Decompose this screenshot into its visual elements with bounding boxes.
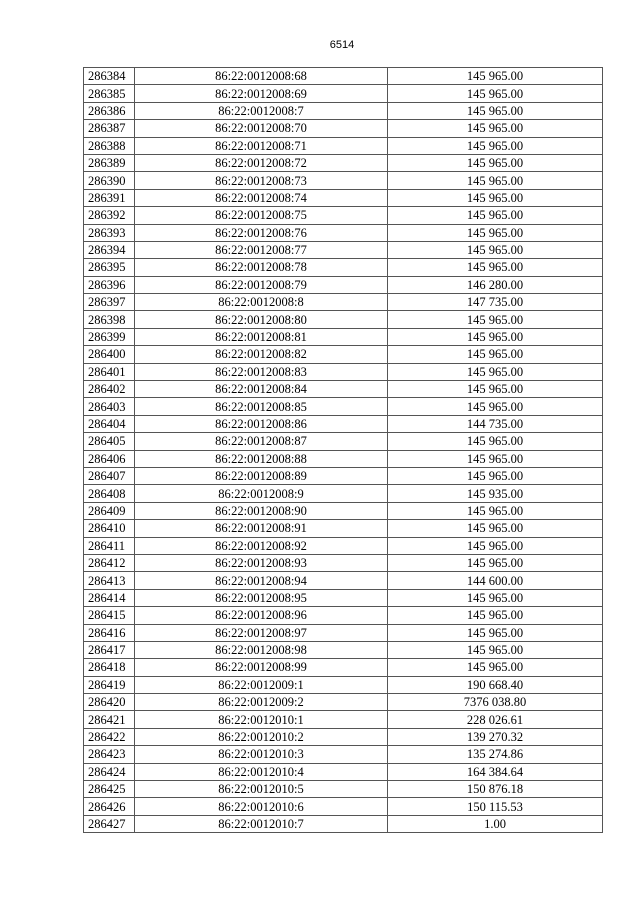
table-row bbox=[84, 798, 603, 815]
row-id-cell: 286395 bbox=[84, 259, 135, 276]
table-row bbox=[84, 224, 603, 241]
row-id-cell: 286398 bbox=[84, 311, 135, 328]
cadastral-value-cell: 145 965.00 bbox=[388, 381, 603, 398]
cadastral-number-cell: 86:22:0012008:89 bbox=[135, 467, 388, 484]
cadastral-value-cell: 145 965.00 bbox=[388, 241, 603, 258]
table-row bbox=[84, 207, 603, 224]
table-row bbox=[84, 276, 603, 293]
cadastral-number-cell: 86:22:0012009:2 bbox=[135, 694, 388, 711]
cadastral-value-cell: 145 965.00 bbox=[388, 520, 603, 537]
cadastral-number-cell: 86:22:0012008:82 bbox=[135, 346, 388, 363]
table-row bbox=[84, 137, 603, 154]
cadastral-number-cell: 86:22:0012008:69 bbox=[135, 85, 388, 102]
cadastral-value-cell: 145 965.00 bbox=[388, 607, 603, 624]
cadastral-number-cell: 86:22:0012008:94 bbox=[135, 572, 388, 589]
cadastral-value-cell: 145 965.00 bbox=[388, 467, 603, 484]
table-row bbox=[84, 467, 603, 484]
row-id-cell: 286390 bbox=[84, 172, 135, 189]
cadastral-value-cell: 145 965.00 bbox=[388, 189, 603, 206]
page-number: 6514 bbox=[329, 39, 355, 51]
table-row bbox=[84, 537, 603, 554]
cadastral-number-cell: 86:22:0012008:78 bbox=[135, 259, 388, 276]
cadastral-value-table bbox=[83, 67, 603, 833]
cadastral-value-cell: 144 600.00 bbox=[388, 572, 603, 589]
table-row bbox=[84, 676, 603, 693]
row-id-cell: 286419 bbox=[84, 676, 135, 693]
table-row bbox=[84, 589, 603, 606]
cadastral-value-cell: 145 965.00 bbox=[388, 154, 603, 171]
row-id-cell: 286414 bbox=[84, 589, 135, 606]
cadastral-value-cell: 145 965.00 bbox=[388, 398, 603, 415]
cadastral-value-cell: 144 735.00 bbox=[388, 415, 603, 432]
cadastral-value-cell: 145 965.00 bbox=[388, 259, 603, 276]
table-row bbox=[84, 415, 603, 432]
table-row bbox=[84, 259, 603, 276]
table-row bbox=[84, 85, 603, 102]
cadastral-number-cell: 86:22:0012010:2 bbox=[135, 728, 388, 745]
cadastral-number-cell: 86:22:0012008:85 bbox=[135, 398, 388, 415]
row-id-cell: 286422 bbox=[84, 728, 135, 745]
cadastral-value-cell: 139 270.32 bbox=[388, 728, 603, 745]
row-id-cell: 286411 bbox=[84, 537, 135, 554]
row-id-cell: 286394 bbox=[84, 241, 135, 258]
cadastral-number-cell: 86:22:0012010:1 bbox=[135, 711, 388, 728]
cadastral-number-cell: 86:22:0012008:91 bbox=[135, 520, 388, 537]
row-id-cell: 286420 bbox=[84, 694, 135, 711]
cadastral-number-cell: 86:22:0012008:75 bbox=[135, 207, 388, 224]
row-id-cell: 286389 bbox=[84, 154, 135, 171]
cadastral-value-cell: 7376 038.80 bbox=[388, 694, 603, 711]
table-row bbox=[84, 502, 603, 519]
cadastral-number-cell: 86:22:0012008:77 bbox=[135, 241, 388, 258]
cadastral-number-cell: 86:22:0012008:95 bbox=[135, 589, 388, 606]
cadastral-value-cell: 145 965.00 bbox=[388, 346, 603, 363]
row-id-cell: 286406 bbox=[84, 450, 135, 467]
row-id-cell: 286425 bbox=[84, 781, 135, 798]
row-id-cell: 286391 bbox=[84, 189, 135, 206]
cadastral-value-cell: 150 115.53 bbox=[388, 798, 603, 815]
table-row bbox=[84, 815, 603, 832]
row-id-cell: 286402 bbox=[84, 381, 135, 398]
row-id-cell: 286401 bbox=[84, 363, 135, 380]
cadastral-value-cell: 164 384.64 bbox=[388, 763, 603, 780]
table-row bbox=[84, 728, 603, 745]
row-id-cell: 286412 bbox=[84, 554, 135, 571]
table-row bbox=[84, 398, 603, 415]
cadastral-value-cell: 145 965.00 bbox=[388, 537, 603, 554]
cadastral-value-cell: 145 965.00 bbox=[388, 363, 603, 380]
table-row bbox=[84, 363, 603, 380]
table-row bbox=[84, 450, 603, 467]
row-id-cell: 286396 bbox=[84, 276, 135, 293]
cadastral-value-cell: 228 026.61 bbox=[388, 711, 603, 728]
cadastral-number-cell: 86:22:0012008:8 bbox=[135, 294, 388, 311]
cadastral-value-cell: 135 274.86 bbox=[388, 746, 603, 763]
row-id-cell: 286415 bbox=[84, 607, 135, 624]
row-id-cell: 286393 bbox=[84, 224, 135, 241]
row-id-cell: 286416 bbox=[84, 624, 135, 641]
cadastral-value-cell: 145 965.00 bbox=[388, 624, 603, 641]
cadastral-number-cell: 86:22:0012008:81 bbox=[135, 328, 388, 345]
cadastral-number-cell: 86:22:0012008:79 bbox=[135, 276, 388, 293]
cadastral-value-cell: 150 876.18 bbox=[388, 781, 603, 798]
cadastral-number-cell: 86:22:0012008:84 bbox=[135, 381, 388, 398]
cadastral-value-cell: 145 965.00 bbox=[388, 207, 603, 224]
cadastral-number-cell: 86:22:0012009:1 bbox=[135, 676, 388, 693]
table-row bbox=[84, 172, 603, 189]
table-row bbox=[84, 554, 603, 571]
row-id-cell: 286407 bbox=[84, 467, 135, 484]
table-row bbox=[84, 607, 603, 624]
cadastral-value-cell: 145 965.00 bbox=[388, 433, 603, 450]
cadastral-number-cell: 86:22:0012008:86 bbox=[135, 415, 388, 432]
table-row bbox=[84, 520, 603, 537]
cadastral-number-cell: 86:22:0012008:76 bbox=[135, 224, 388, 241]
table-row bbox=[84, 311, 603, 328]
table-row bbox=[84, 120, 603, 137]
row-id-cell: 286399 bbox=[84, 328, 135, 345]
cadastral-value-cell: 1.00 bbox=[388, 815, 603, 832]
table-row bbox=[84, 641, 603, 658]
cadastral-number-cell: 86:22:0012008:7 bbox=[135, 102, 388, 119]
cadastral-value-cell: 145 935.00 bbox=[388, 485, 603, 502]
table-row bbox=[84, 346, 603, 363]
row-id-cell: 286423 bbox=[84, 746, 135, 763]
cadastral-value-cell: 145 965.00 bbox=[388, 311, 603, 328]
cadastral-value-cell: 145 965.00 bbox=[388, 224, 603, 241]
cadastral-value-cell: 146 280.00 bbox=[388, 276, 603, 293]
cadastral-number-cell: 86:22:0012010:6 bbox=[135, 798, 388, 815]
row-id-cell: 286417 bbox=[84, 641, 135, 658]
cadastral-value-cell: 145 965.00 bbox=[388, 120, 603, 137]
cadastral-number-cell: 86:22:0012010:7 bbox=[135, 815, 388, 832]
cadastral-number-cell: 86:22:0012008:97 bbox=[135, 624, 388, 641]
row-id-cell: 286403 bbox=[84, 398, 135, 415]
table-row bbox=[84, 624, 603, 641]
cadastral-value-cell: 145 965.00 bbox=[388, 137, 603, 154]
cadastral-number-cell: 86:22:0012008:71 bbox=[135, 137, 388, 154]
cadastral-value-cell: 145 965.00 bbox=[388, 589, 603, 606]
cadastral-number-cell: 86:22:0012008:98 bbox=[135, 641, 388, 658]
table-row bbox=[84, 381, 603, 398]
row-id-cell: 286418 bbox=[84, 659, 135, 676]
row-id-cell: 286388 bbox=[84, 137, 135, 154]
cadastral-value-cell: 190 668.40 bbox=[388, 676, 603, 693]
cadastral-number-cell: 86:22:0012008:9 bbox=[135, 485, 388, 502]
cadastral-number-cell: 86:22:0012008:70 bbox=[135, 120, 388, 137]
cadastral-value-cell: 145 965.00 bbox=[388, 172, 603, 189]
cadastral-value-cell: 145 965.00 bbox=[388, 659, 603, 676]
cadastral-number-cell: 86:22:0012008:73 bbox=[135, 172, 388, 189]
table-row bbox=[84, 294, 603, 311]
cadastral-number-cell: 86:22:0012008:93 bbox=[135, 554, 388, 571]
row-id-cell: 286404 bbox=[84, 415, 135, 432]
row-id-cell: 286397 bbox=[84, 294, 135, 311]
table-row bbox=[84, 746, 603, 763]
row-id-cell: 286421 bbox=[84, 711, 135, 728]
row-id-cell: 286387 bbox=[84, 120, 135, 137]
cadastral-number-cell: 86:22:0012008:96 bbox=[135, 607, 388, 624]
row-id-cell: 286426 bbox=[84, 798, 135, 815]
cadastral-number-cell: 86:22:0012010:4 bbox=[135, 763, 388, 780]
cadastral-value-cell: 145 965.00 bbox=[388, 102, 603, 119]
table-row bbox=[84, 485, 603, 502]
table-row bbox=[84, 154, 603, 171]
table-row bbox=[84, 189, 603, 206]
row-id-cell: 286400 bbox=[84, 346, 135, 363]
table-row bbox=[84, 241, 603, 258]
cadastral-number-cell: 86:22:0012008:72 bbox=[135, 154, 388, 171]
table-row bbox=[84, 694, 603, 711]
row-id-cell: 286424 bbox=[84, 763, 135, 780]
row-id-cell: 286409 bbox=[84, 502, 135, 519]
table-row bbox=[84, 68, 603, 85]
table-row bbox=[84, 433, 603, 450]
cadastral-value-cell: 145 965.00 bbox=[388, 502, 603, 519]
row-id-cell: 286386 bbox=[84, 102, 135, 119]
cadastral-number-cell: 86:22:0012008:83 bbox=[135, 363, 388, 380]
cadastral-value-cell: 147 735.00 bbox=[388, 294, 603, 311]
cadastral-number-cell: 86:22:0012008:99 bbox=[135, 659, 388, 676]
cadastral-value-cell: 145 965.00 bbox=[388, 68, 603, 85]
row-id-cell: 286413 bbox=[84, 572, 135, 589]
cadastral-value-cell: 145 965.00 bbox=[388, 85, 603, 102]
row-id-cell: 286405 bbox=[84, 433, 135, 450]
row-id-cell: 286410 bbox=[84, 520, 135, 537]
cadastral-value-cell: 145 965.00 bbox=[388, 554, 603, 571]
table-body bbox=[84, 68, 603, 833]
table-row bbox=[84, 659, 603, 676]
cadastral-number-cell: 86:22:0012008:74 bbox=[135, 189, 388, 206]
cadastral-value-cell: 145 965.00 bbox=[388, 328, 603, 345]
row-id-cell: 286392 bbox=[84, 207, 135, 224]
table-row bbox=[84, 572, 603, 589]
table-row bbox=[84, 102, 603, 119]
table-row bbox=[84, 328, 603, 345]
row-id-cell: 286385 bbox=[84, 85, 135, 102]
cadastral-number-cell: 86:22:0012010:5 bbox=[135, 781, 388, 798]
table-row bbox=[84, 763, 603, 780]
row-id-cell: 286427 bbox=[84, 815, 135, 832]
cadastral-number-cell: 86:22:0012010:3 bbox=[135, 746, 388, 763]
cadastral-number-cell: 86:22:0012008:80 bbox=[135, 311, 388, 328]
table-row bbox=[84, 781, 603, 798]
row-id-cell: 286384 bbox=[84, 68, 135, 85]
cadastral-number-cell: 86:22:0012008:92 bbox=[135, 537, 388, 554]
row-id-cell: 286408 bbox=[84, 485, 135, 502]
cadastral-value-cell: 145 965.00 bbox=[388, 641, 603, 658]
cadastral-value-cell: 145 965.00 bbox=[388, 450, 603, 467]
table-row bbox=[84, 711, 603, 728]
cadastral-number-cell: 86:22:0012008:90 bbox=[135, 502, 388, 519]
cadastral-number-cell: 86:22:0012008:87 bbox=[135, 433, 388, 450]
cadastral-number-cell: 86:22:0012008:68 bbox=[135, 68, 388, 85]
cadastral-number-cell: 86:22:0012008:88 bbox=[135, 450, 388, 467]
